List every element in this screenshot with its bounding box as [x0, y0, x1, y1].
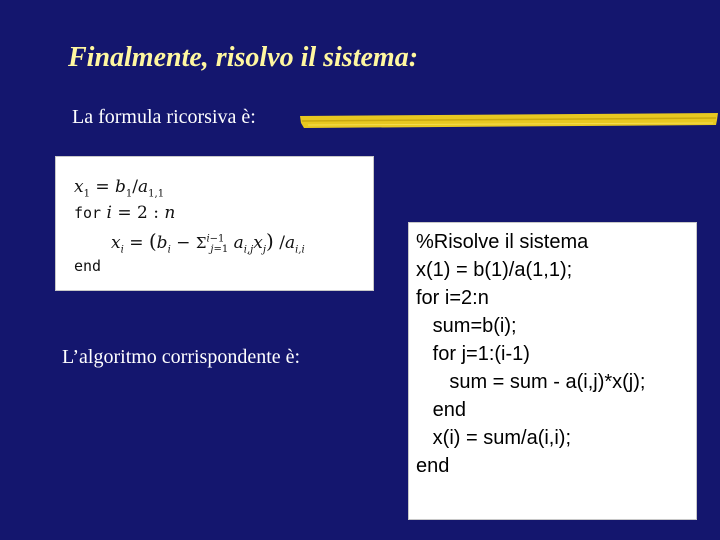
code-line: %Risolve il sistema — [416, 231, 589, 253]
code-line: sum = sum - a(i,j)*x(j); — [416, 371, 646, 393]
code-box — [408, 222, 697, 520]
code-line: end — [416, 455, 450, 477]
recursive-formula-box — [55, 156, 374, 291]
algorithm-intro-text: L’algoritmo corrispondente è: — [62, 346, 301, 368]
code-line: for i=2:n — [416, 287, 489, 309]
code-line: end — [416, 399, 467, 421]
code-line: for j=1:(i-1) — [416, 343, 530, 365]
formula-intro-text: La formula ricorsiva è: — [72, 106, 256, 128]
highlight-stroke-decoration — [298, 107, 720, 129]
formula-line-3: $x_i = (b_i - \Sigma^{i-1}_{j=1}$ $a_{i,j}x_j$) $/a_{i,i}$ — [111, 229, 305, 256]
formula-line-2: for i = 2 : n — [74, 203, 176, 223]
code-line: x(i) = sum/a(i,i); — [416, 427, 572, 449]
slide-title: Finalmente, risolvo il sistema: — [68, 42, 419, 73]
formula-line-4: end — [74, 257, 102, 275]
code-line: x(1) = b(1)/a(1,1); — [416, 259, 573, 281]
formula-line-1: $x_1 = b_1/a_{1,1}$ — [74, 177, 165, 200]
code-line: sum=b(i); — [416, 315, 517, 337]
